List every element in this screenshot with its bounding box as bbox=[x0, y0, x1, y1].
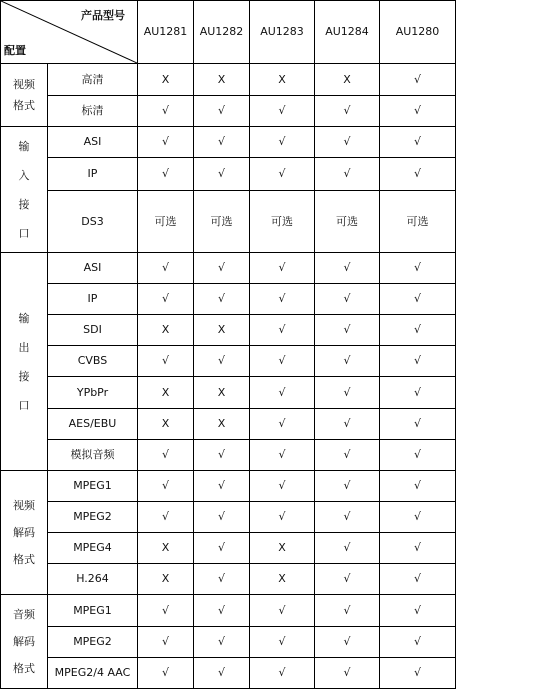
value-cell: √ bbox=[315, 158, 380, 191]
value-cell: X bbox=[138, 409, 194, 440]
value-cell: X bbox=[194, 64, 250, 96]
value-cell: √ bbox=[250, 440, 315, 471]
model-column-header: AU1283 bbox=[250, 1, 315, 64]
model-column-header: AU1280 bbox=[380, 1, 456, 64]
diagonal-header-cell bbox=[1, 1, 138, 64]
value-cell: √ bbox=[250, 471, 315, 502]
value-cell: √ bbox=[315, 564, 380, 595]
feature-label: MPEG2/4 AAC bbox=[48, 658, 138, 689]
value-cell: X bbox=[194, 377, 250, 409]
value-cell: √ bbox=[380, 346, 456, 377]
value-cell: √ bbox=[250, 253, 315, 284]
value-cell: √ bbox=[250, 658, 315, 689]
value-cell: √ bbox=[315, 409, 380, 440]
value-cell: √ bbox=[138, 346, 194, 377]
feature-label: DS3 bbox=[48, 191, 138, 253]
value-cell: √ bbox=[138, 158, 194, 191]
table-row bbox=[1, 440, 456, 471]
group-label-line: 格式 bbox=[13, 99, 35, 112]
value-cell: √ bbox=[315, 440, 380, 471]
group-label-line: 出 bbox=[18, 340, 30, 354]
value-cell: √ bbox=[315, 377, 380, 409]
video-format-group-label bbox=[1, 64, 48, 127]
value-cell: √ bbox=[315, 284, 380, 315]
table-row bbox=[1, 471, 456, 502]
value-cell: √ bbox=[138, 127, 194, 158]
group-label-line: 解码 bbox=[13, 526, 35, 539]
value-cell: √ bbox=[194, 658, 250, 689]
value-cell: √ bbox=[138, 595, 194, 627]
table-row bbox=[1, 533, 456, 564]
value-cell: X bbox=[315, 64, 380, 96]
value-cell: √ bbox=[194, 284, 250, 315]
value-cell: √ bbox=[138, 658, 194, 689]
value-cell: √ bbox=[138, 96, 194, 127]
table-row bbox=[1, 284, 456, 315]
value-cell: √ bbox=[194, 253, 250, 284]
table-row bbox=[1, 502, 456, 533]
table-row bbox=[1, 595, 456, 627]
value-cell: √ bbox=[315, 658, 380, 689]
group-label-line: 视频 bbox=[13, 78, 35, 91]
feature-label: MPEG2 bbox=[48, 502, 138, 533]
value-cell: 可选 bbox=[315, 191, 380, 253]
value-cell: √ bbox=[194, 127, 250, 158]
feature-label: 标清 bbox=[48, 96, 138, 127]
feature-label: MPEG1 bbox=[48, 595, 138, 627]
value-cell: √ bbox=[138, 502, 194, 533]
value-cell: √ bbox=[194, 440, 250, 471]
value-cell: √ bbox=[315, 315, 380, 346]
value-cell: √ bbox=[380, 658, 456, 689]
value-cell: √ bbox=[315, 96, 380, 127]
group-label-line: 口 bbox=[18, 226, 30, 240]
value-cell: √ bbox=[315, 253, 380, 284]
value-cell: √ bbox=[138, 253, 194, 284]
value-cell: √ bbox=[250, 315, 315, 346]
value-cell: √ bbox=[380, 627, 456, 658]
output-interface-group-label bbox=[1, 253, 48, 471]
feature-label: YPbPr bbox=[48, 377, 138, 409]
group-label-line: 输 bbox=[18, 139, 30, 153]
value-cell: √ bbox=[250, 595, 315, 627]
value-cell: √ bbox=[250, 627, 315, 658]
group-label-line: 格式 bbox=[13, 553, 35, 566]
table-row bbox=[1, 96, 456, 127]
feature-label: H.264 bbox=[48, 564, 138, 595]
value-cell: √ bbox=[380, 253, 456, 284]
value-cell: √ bbox=[315, 471, 380, 502]
value-cell: √ bbox=[250, 409, 315, 440]
value-cell: X bbox=[194, 315, 250, 346]
value-cell: √ bbox=[138, 471, 194, 502]
value-cell: √ bbox=[194, 533, 250, 564]
value-cell: √ bbox=[315, 595, 380, 627]
feature-label: SDI bbox=[48, 315, 138, 346]
value-cell: X bbox=[250, 64, 315, 96]
table-row bbox=[1, 627, 456, 658]
value-cell: √ bbox=[380, 96, 456, 127]
value-cell: √ bbox=[380, 471, 456, 502]
value-cell: X bbox=[138, 564, 194, 595]
group-label-line: 视频 bbox=[13, 499, 35, 512]
value-cell: √ bbox=[250, 346, 315, 377]
value-cell: √ bbox=[380, 409, 456, 440]
group-label-line: 音频 bbox=[13, 608, 35, 621]
feature-label: ASI bbox=[48, 127, 138, 158]
feature-label: MPEG2 bbox=[48, 627, 138, 658]
feature-label: MPEG4 bbox=[48, 533, 138, 564]
table-row bbox=[1, 346, 456, 377]
table-row bbox=[1, 191, 456, 253]
value-cell: √ bbox=[194, 627, 250, 658]
config-header-label: 配置 bbox=[4, 43, 26, 57]
value-cell: √ bbox=[380, 284, 456, 315]
value-cell: X bbox=[250, 533, 315, 564]
feature-label: ASI bbox=[48, 253, 138, 284]
value-cell: √ bbox=[315, 627, 380, 658]
value-cell: 可选 bbox=[250, 191, 315, 253]
audio-decode-group-label bbox=[1, 595, 48, 689]
value-cell: √ bbox=[194, 471, 250, 502]
feature-label: IP bbox=[48, 158, 138, 191]
model-column-header: AU1282 bbox=[194, 1, 250, 64]
group-label-line: 接 bbox=[18, 369, 30, 383]
table-row bbox=[1, 409, 456, 440]
value-cell: √ bbox=[380, 377, 456, 409]
group-label-line: 解码 bbox=[13, 635, 35, 648]
value-cell: X bbox=[138, 533, 194, 564]
value-cell: √ bbox=[250, 502, 315, 533]
value-cell: √ bbox=[315, 127, 380, 158]
value-cell: 可选 bbox=[138, 191, 194, 253]
table-row bbox=[1, 564, 456, 595]
value-cell: √ bbox=[194, 502, 250, 533]
value-cell: √ bbox=[380, 127, 456, 158]
feature-label: CVBS bbox=[48, 346, 138, 377]
value-cell: 可选 bbox=[194, 191, 250, 253]
value-cell: √ bbox=[380, 440, 456, 471]
table-row bbox=[1, 315, 456, 346]
value-cell: √ bbox=[138, 440, 194, 471]
table-row bbox=[1, 127, 456, 158]
value-cell: X bbox=[138, 64, 194, 96]
group-label-line: 入 bbox=[18, 168, 30, 182]
value-cell: √ bbox=[380, 158, 456, 191]
value-cell: √ bbox=[380, 315, 456, 346]
value-cell: √ bbox=[194, 595, 250, 627]
model-column-header: AU1284 bbox=[315, 1, 380, 64]
header-row bbox=[1, 1, 456, 64]
value-cell: X bbox=[138, 377, 194, 409]
table-row bbox=[1, 64, 456, 96]
value-cell: √ bbox=[380, 595, 456, 627]
value-cell: √ bbox=[250, 377, 315, 409]
value-cell: √ bbox=[250, 158, 315, 191]
table-row bbox=[1, 158, 456, 191]
group-label-line: 口 bbox=[18, 398, 30, 412]
feature-label: IP bbox=[48, 284, 138, 315]
value-cell: √ bbox=[194, 96, 250, 127]
model-header-label: 产品型号 bbox=[81, 9, 125, 22]
input-interface-group-label bbox=[1, 127, 48, 253]
value-cell: √ bbox=[194, 564, 250, 595]
table-row bbox=[1, 658, 456, 689]
value-cell: √ bbox=[315, 533, 380, 564]
value-cell: √ bbox=[250, 127, 315, 158]
value-cell: √ bbox=[194, 158, 250, 191]
value-cell: √ bbox=[380, 533, 456, 564]
model-column-header: AU1281 bbox=[138, 1, 194, 64]
value-cell: √ bbox=[250, 284, 315, 315]
value-cell: X bbox=[250, 564, 315, 595]
value-cell: X bbox=[194, 409, 250, 440]
value-cell: √ bbox=[315, 346, 380, 377]
feature-label: AES/EBU bbox=[48, 409, 138, 440]
value-cell: 可选 bbox=[380, 191, 456, 253]
value-cell: √ bbox=[380, 502, 456, 533]
feature-label: MPEG1 bbox=[48, 471, 138, 502]
value-cell: √ bbox=[138, 627, 194, 658]
group-label-line: 格式 bbox=[13, 662, 35, 675]
value-cell: √ bbox=[194, 346, 250, 377]
value-cell: √ bbox=[380, 564, 456, 595]
group-label-line: 输 bbox=[18, 311, 30, 325]
value-cell: √ bbox=[315, 502, 380, 533]
table-row bbox=[1, 377, 456, 409]
feature-label: 模拟音频 bbox=[48, 440, 138, 471]
feature-label: 高清 bbox=[48, 64, 138, 96]
value-cell: √ bbox=[250, 96, 315, 127]
table-row bbox=[1, 253, 456, 284]
table-body bbox=[1, 64, 456, 689]
group-label-line: 接 bbox=[18, 197, 30, 211]
value-cell: √ bbox=[380, 64, 456, 96]
video-decode-group-label bbox=[1, 471, 48, 595]
value-cell: √ bbox=[138, 284, 194, 315]
value-cell: X bbox=[138, 315, 194, 346]
